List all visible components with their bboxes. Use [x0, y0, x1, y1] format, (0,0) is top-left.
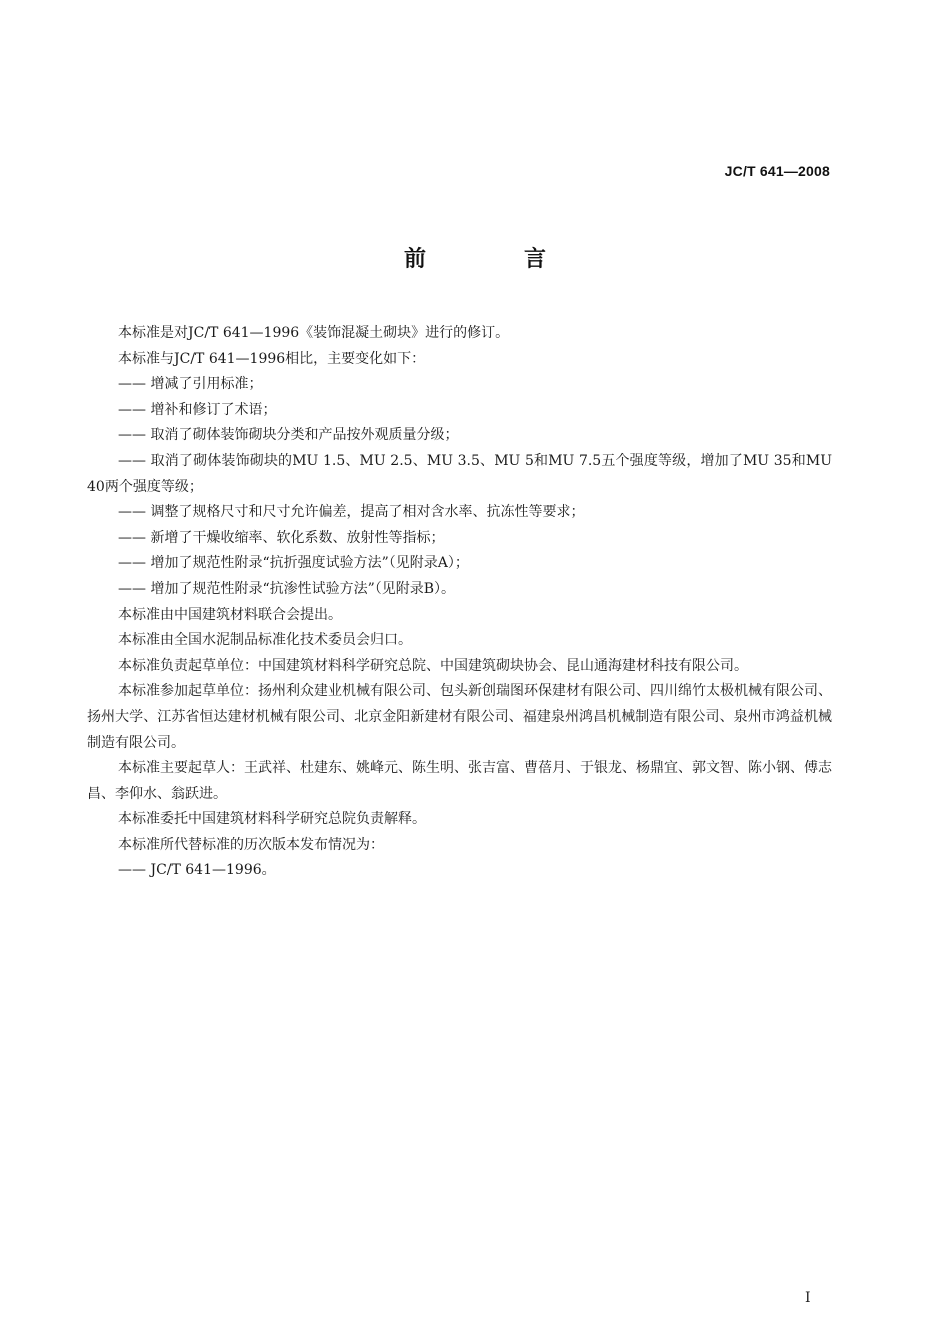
paragraph: 本标准是对JC/T 641—1996《装饰混凝土砌块》进行的修订。: [118, 325, 510, 341]
change-item: —— 增减了引用标准；: [118, 376, 263, 393]
page-title: 前 言: [403, 247, 584, 272]
standard-code: JC/T 641—2008: [724, 163, 830, 179]
foreword-body: [87, 321, 832, 884]
change-item: —— 增补和修订了术语；: [118, 401, 277, 418]
change-item: —— 新增了干燥收缩率、软化系数、放射性等指标；: [118, 529, 445, 546]
change-item: —— 调整了规格尺寸和尺寸允许偏差，提高了相对含水率、抗冻性等要求；: [118, 504, 585, 521]
paragraph: 本标准由中国建筑材料联合会提出。: [118, 606, 342, 623]
change-item: —— 取消了砌体装饰砌块的MU 1.5、MU 2.5、MU 3.5、MU 5和MU 7.5五个强度等级，增加了MU 35和MU 40两个强度等级；: [87, 452, 832, 495]
paragraph: 本标准负责起草单位：中国建筑材料科学研究总院、中国建筑砌块协会、昆山通海建材科技有限公司。: [118, 657, 748, 674]
page-number: I: [805, 1290, 811, 1306]
paragraph: 本标准所代替标准的历次版本发布情况为：: [118, 836, 384, 853]
change-item: —— 增加了规范性附录“抗折强度试验方法”（见附录A）；: [118, 555, 469, 572]
paragraph: 本标准委托中国建筑材料科学研究总院负责解释。: [118, 811, 426, 828]
paragraph: 本标准主要起草人：王武祥、杜建东、姚峰元、陈生明、张吉富、曹蓓月、于银龙、杨鼎宜、郭文智、陈小钢、傅志昌、李仰水、翁跃进。: [87, 760, 832, 802]
paragraph: 本标准由全国水泥制品标准化技术委员会归口。: [118, 632, 412, 649]
change-item: —— 增加了规范性附录“抗渗性试验方法”（见附录B）。: [118, 580, 456, 597]
paragraph: 本标准参加起草单位：扬州利众建业机械有限公司、包头新创瑞图环保建材有限公司、四川绵竹太极机械有限公司、扬州大学、江苏省恒达建材机械有限公司、北京金阳新建材有限公司、福建泉州鸿昌机械制造有限公司、泉州市鸿益机械制造有限公司。: [87, 683, 832, 751]
paragraph: 本标准与JC/T 641—1996相比，主要变化如下：: [118, 350, 426, 367]
history-item: —— JC/T 641—1996。: [118, 862, 276, 879]
change-item: —— 取消了砌体装饰砌块分类和产品按外观质量分级；: [118, 427, 459, 444]
